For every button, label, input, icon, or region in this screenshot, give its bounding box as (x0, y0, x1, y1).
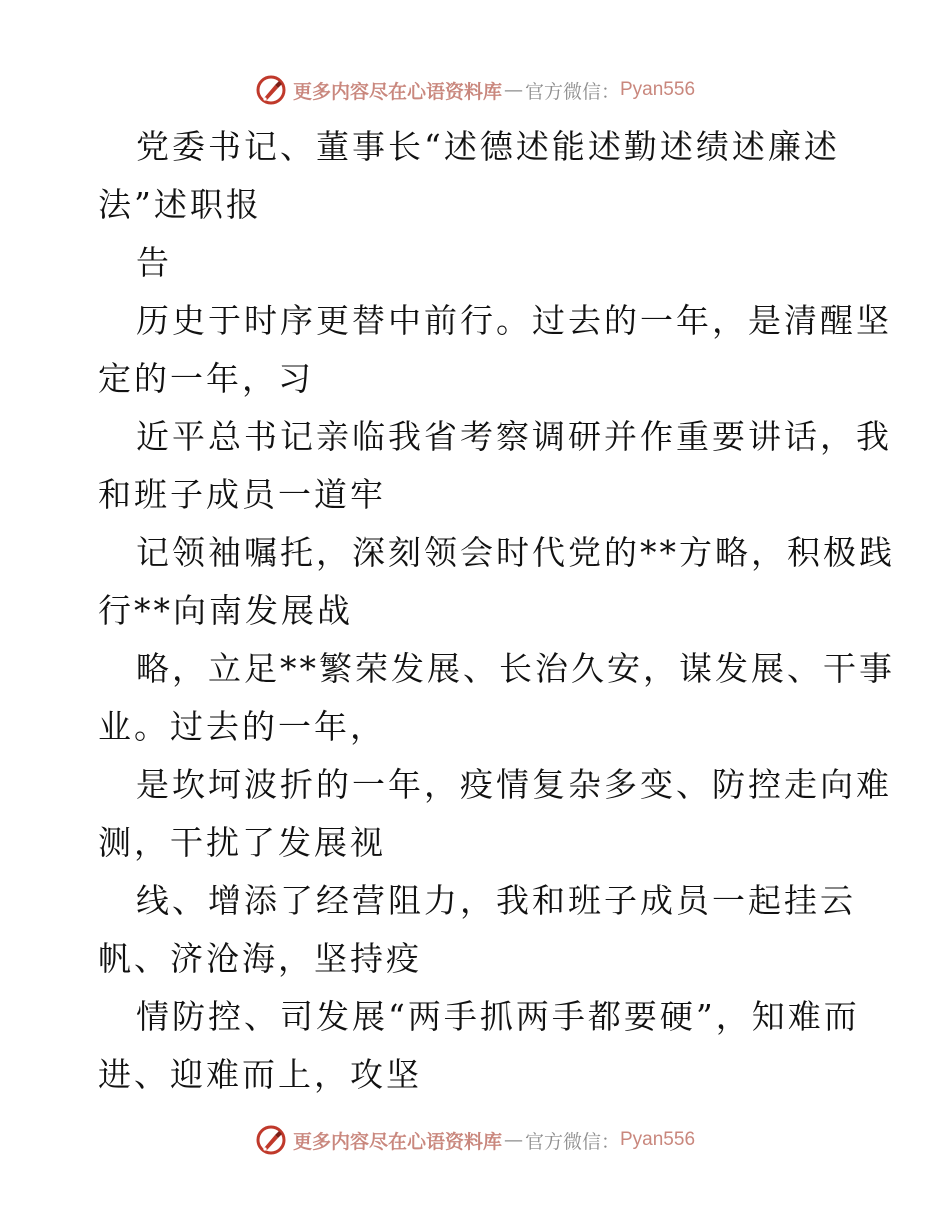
banner-wechat-id: Pyan556 (620, 79, 696, 100)
header-watermark-banner (0, 70, 950, 110)
text-line: 行**向南发展战 (98, 591, 353, 630)
banner-dash: — (503, 79, 523, 101)
text-line: 略，立足**繁荣发展、长治久安，谋发展、干事 (136, 649, 895, 688)
banner-wechat-label: 官方微信： (524, 1130, 620, 1153)
banner-wechat-label: 官方微信： (524, 80, 620, 103)
text-line: 法”述职报 (98, 185, 262, 224)
banner-title: 更多内容尽在心语资料库 (292, 1130, 502, 1153)
text-line: 情防控、司发展“两手抓两手都要硬”，知难而 (136, 997, 860, 1036)
pen-logo-icon (255, 74, 287, 106)
text-line: 近平总书记亲临我省考察调研并作重要讲话，我 (136, 417, 892, 456)
text-line: 定的一年，习 (98, 359, 314, 398)
text-line: 线、增添了经营阻力，我和班子成员一起挂云 (136, 881, 856, 920)
text-line: 党委书记、董事长“述德述能述勤述绩述廉述 (136, 127, 840, 166)
text-line: 历史于时序更替中前行。过去的一年，是清醒坚 (136, 301, 892, 340)
text-line: 进、迎难而上，攻坚 (98, 1055, 422, 1094)
footer-watermark-banner (0, 1120, 950, 1160)
document-body (98, 118, 895, 1104)
pen-logo-icon (255, 1124, 287, 1156)
text-line: 帆、济沧海，坚持疫 (98, 939, 422, 978)
text-line: 记领袖嘱托，深刻领会时代党的**方略，积极践 (136, 533, 895, 572)
text-line: 告 (136, 243, 172, 282)
banner-wechat-id: Pyan556 (620, 1129, 696, 1150)
text-line: 是坎坷波折的一年，疫情复杂多变、防控走向难 (136, 765, 892, 804)
banner-dash: — (503, 1129, 523, 1151)
text-line: 测，干扰了发展视 (98, 823, 386, 862)
banner-title: 更多内容尽在心语资料库 (292, 80, 502, 103)
text-line: 业。过去的一年， (98, 707, 386, 746)
text-line: 和班子成员一道牢 (98, 475, 386, 514)
